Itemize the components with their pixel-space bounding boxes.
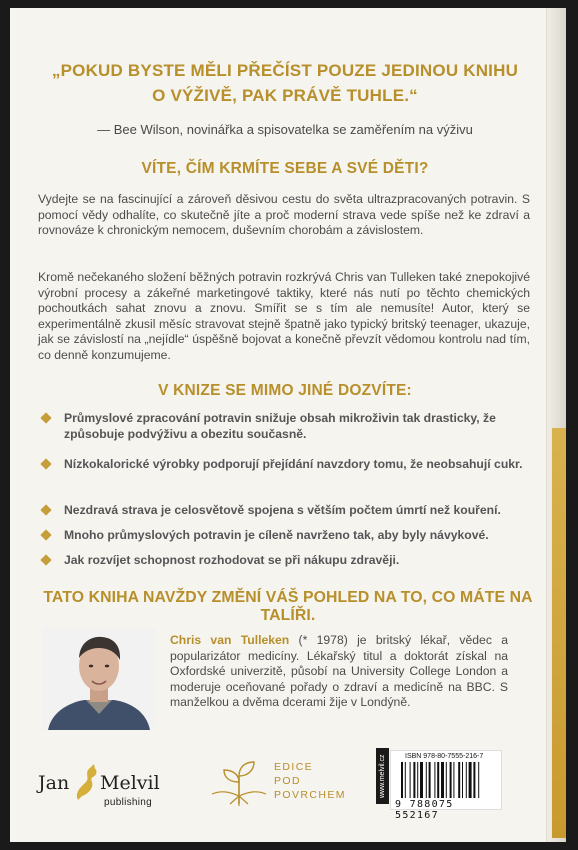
diamond-bullet-icon bbox=[40, 554, 51, 565]
barcode-bar bbox=[478, 762, 479, 798]
barcode-bar bbox=[458, 762, 460, 798]
list-item: Jak rozvíjet schopnost rozhodovat se při nákupu zdravěji. bbox=[40, 552, 540, 577]
publisher-logo-right: Melvil bbox=[100, 772, 160, 794]
website-strip: www.melvil.cz bbox=[376, 748, 389, 804]
quote-line-2: O VÝŽIVĚ, PAK PRÁVĚ TUHLE.“ bbox=[152, 86, 418, 105]
diamond-bullet-icon bbox=[40, 412, 51, 423]
author-photo bbox=[42, 628, 156, 730]
author-bio bbox=[170, 633, 508, 711]
sprout-icon bbox=[210, 760, 268, 806]
isbn-label: ISBN 978-80-7555-216-7 bbox=[405, 753, 484, 760]
quote-line-1: „POKUD BYSTE MĚLI PŘEČÍST POUZE JEDINOU KNIHU bbox=[51, 61, 519, 80]
diamond-bullet-icon bbox=[40, 504, 51, 515]
barcode-bar bbox=[413, 762, 415, 798]
barcode-bar bbox=[441, 762, 444, 798]
author-name: Chris van Tulleken bbox=[170, 633, 290, 647]
publisher-logo-left: Jan bbox=[38, 772, 70, 794]
barcode-bar bbox=[453, 762, 454, 798]
barcode-bar bbox=[437, 762, 439, 798]
barcode-icon bbox=[401, 762, 493, 798]
list-item: Nezdravá strava je celosvětově spojena s větším počtem úmrtí než kouření. bbox=[40, 502, 540, 527]
barcode-bar bbox=[417, 762, 418, 798]
author-bio-text: (* 1978) je britský lékař, vědec a popularizátor medicíny. Lékařský titul a doktorát získal na Oxfordské univerzitě, působí na University College London a moderuje oceňované pořady o zdraví a medicíně na BBC. S manželkou a dvěma dcerami žije v Londýně. bbox=[170, 633, 508, 710]
barcode-bar bbox=[450, 762, 452, 798]
barcode-bar bbox=[405, 762, 406, 798]
barcode-bar bbox=[446, 762, 447, 798]
barcode-bar bbox=[469, 762, 472, 798]
quote bbox=[50, 58, 520, 108]
barcode-bar bbox=[420, 762, 423, 798]
book-back-cover bbox=[10, 8, 566, 842]
publisher-logo bbox=[38, 764, 178, 814]
section-heading-1: VÍTE, ČÍM KRMÍTE SEBE A SVÉ DĚTI? bbox=[141, 160, 429, 177]
isbn-barcode bbox=[390, 750, 502, 821]
edition-logo bbox=[210, 760, 380, 820]
barcode-bar bbox=[473, 762, 475, 798]
diamond-bullet-icon bbox=[40, 458, 51, 469]
paragraph-2: Kromě nečekaného složení běžných potravin rozkrývá Chris van Tulleken také znepokojivé výrobní procesy a zákeřné marketingové taktiky, které nás nutí po těchto chemických pochoutkách sahat znovu a znovu. Smířit se s tím ale nemusíte! Autor, který se experimentálně zkusil měsíc stravovat stejně špatně jako typický britský teenager, ukazuje, jak se závislostí na „nejídle“ úspěšně bojovat a konečně převzít vědomou kontrolu nad tím, co denně konzumujeme. bbox=[38, 270, 530, 362]
list-item: Mnoho průmyslových potravin je cíleně navrženo tak, aby byly návykové. bbox=[40, 527, 540, 552]
paragraph-1: Vydejte se na fascinující a zároveň děsivou cestu do světa ultrazpracovaných potravin. S pomocí vědy odhalíte, co skutečně jíte a proč moderní strava vede spíše než ke zdraví a rovnováze k chronickým nemocem, duševním chorobám a závislostem. bbox=[38, 192, 530, 238]
barcode-bar bbox=[401, 762, 403, 798]
section-heading-2: V KNIZE SE MIMO JINÉ DOZVÍTE: bbox=[158, 382, 412, 399]
barcode-digits: 9 788075 552167 bbox=[395, 799, 454, 821]
barcode-bar bbox=[462, 762, 463, 798]
barcode-bar bbox=[426, 762, 427, 798]
barcode-bar bbox=[434, 762, 435, 798]
publisher-subtitle: publishing bbox=[104, 797, 153, 808]
barcode-bar bbox=[466, 762, 467, 798]
edition-name: EDICE POD POVRCHEM bbox=[274, 761, 346, 801]
barcode-bar bbox=[410, 762, 411, 798]
list-item: Průmyslové zpracování potravin snižuje obsah mikroživin tak drasticky, že způsobuje podvýživu a obezitu současně. bbox=[40, 410, 540, 456]
spine-gold-band bbox=[552, 428, 566, 838]
bullet-list bbox=[40, 410, 540, 577]
big-heading: TATO KNIHA NAVŽDY ZMĚNÍ VÁŠ POHLED NA TO, CO MÁTE NA TALÍŘI. bbox=[43, 589, 533, 624]
quote-author: — Bee Wilson, novinářka a spisovatelka se zaměřením na výživu bbox=[97, 122, 473, 137]
author-portrait-icon bbox=[42, 628, 156, 730]
barcode-bar bbox=[429, 762, 431, 798]
list-item: Nízkokalorické výrobky podporují přejídání navzdory tomu, že neobsahují cukr. bbox=[40, 456, 540, 502]
diamond-bullet-icon bbox=[40, 529, 51, 540]
dragon-icon bbox=[72, 764, 102, 804]
